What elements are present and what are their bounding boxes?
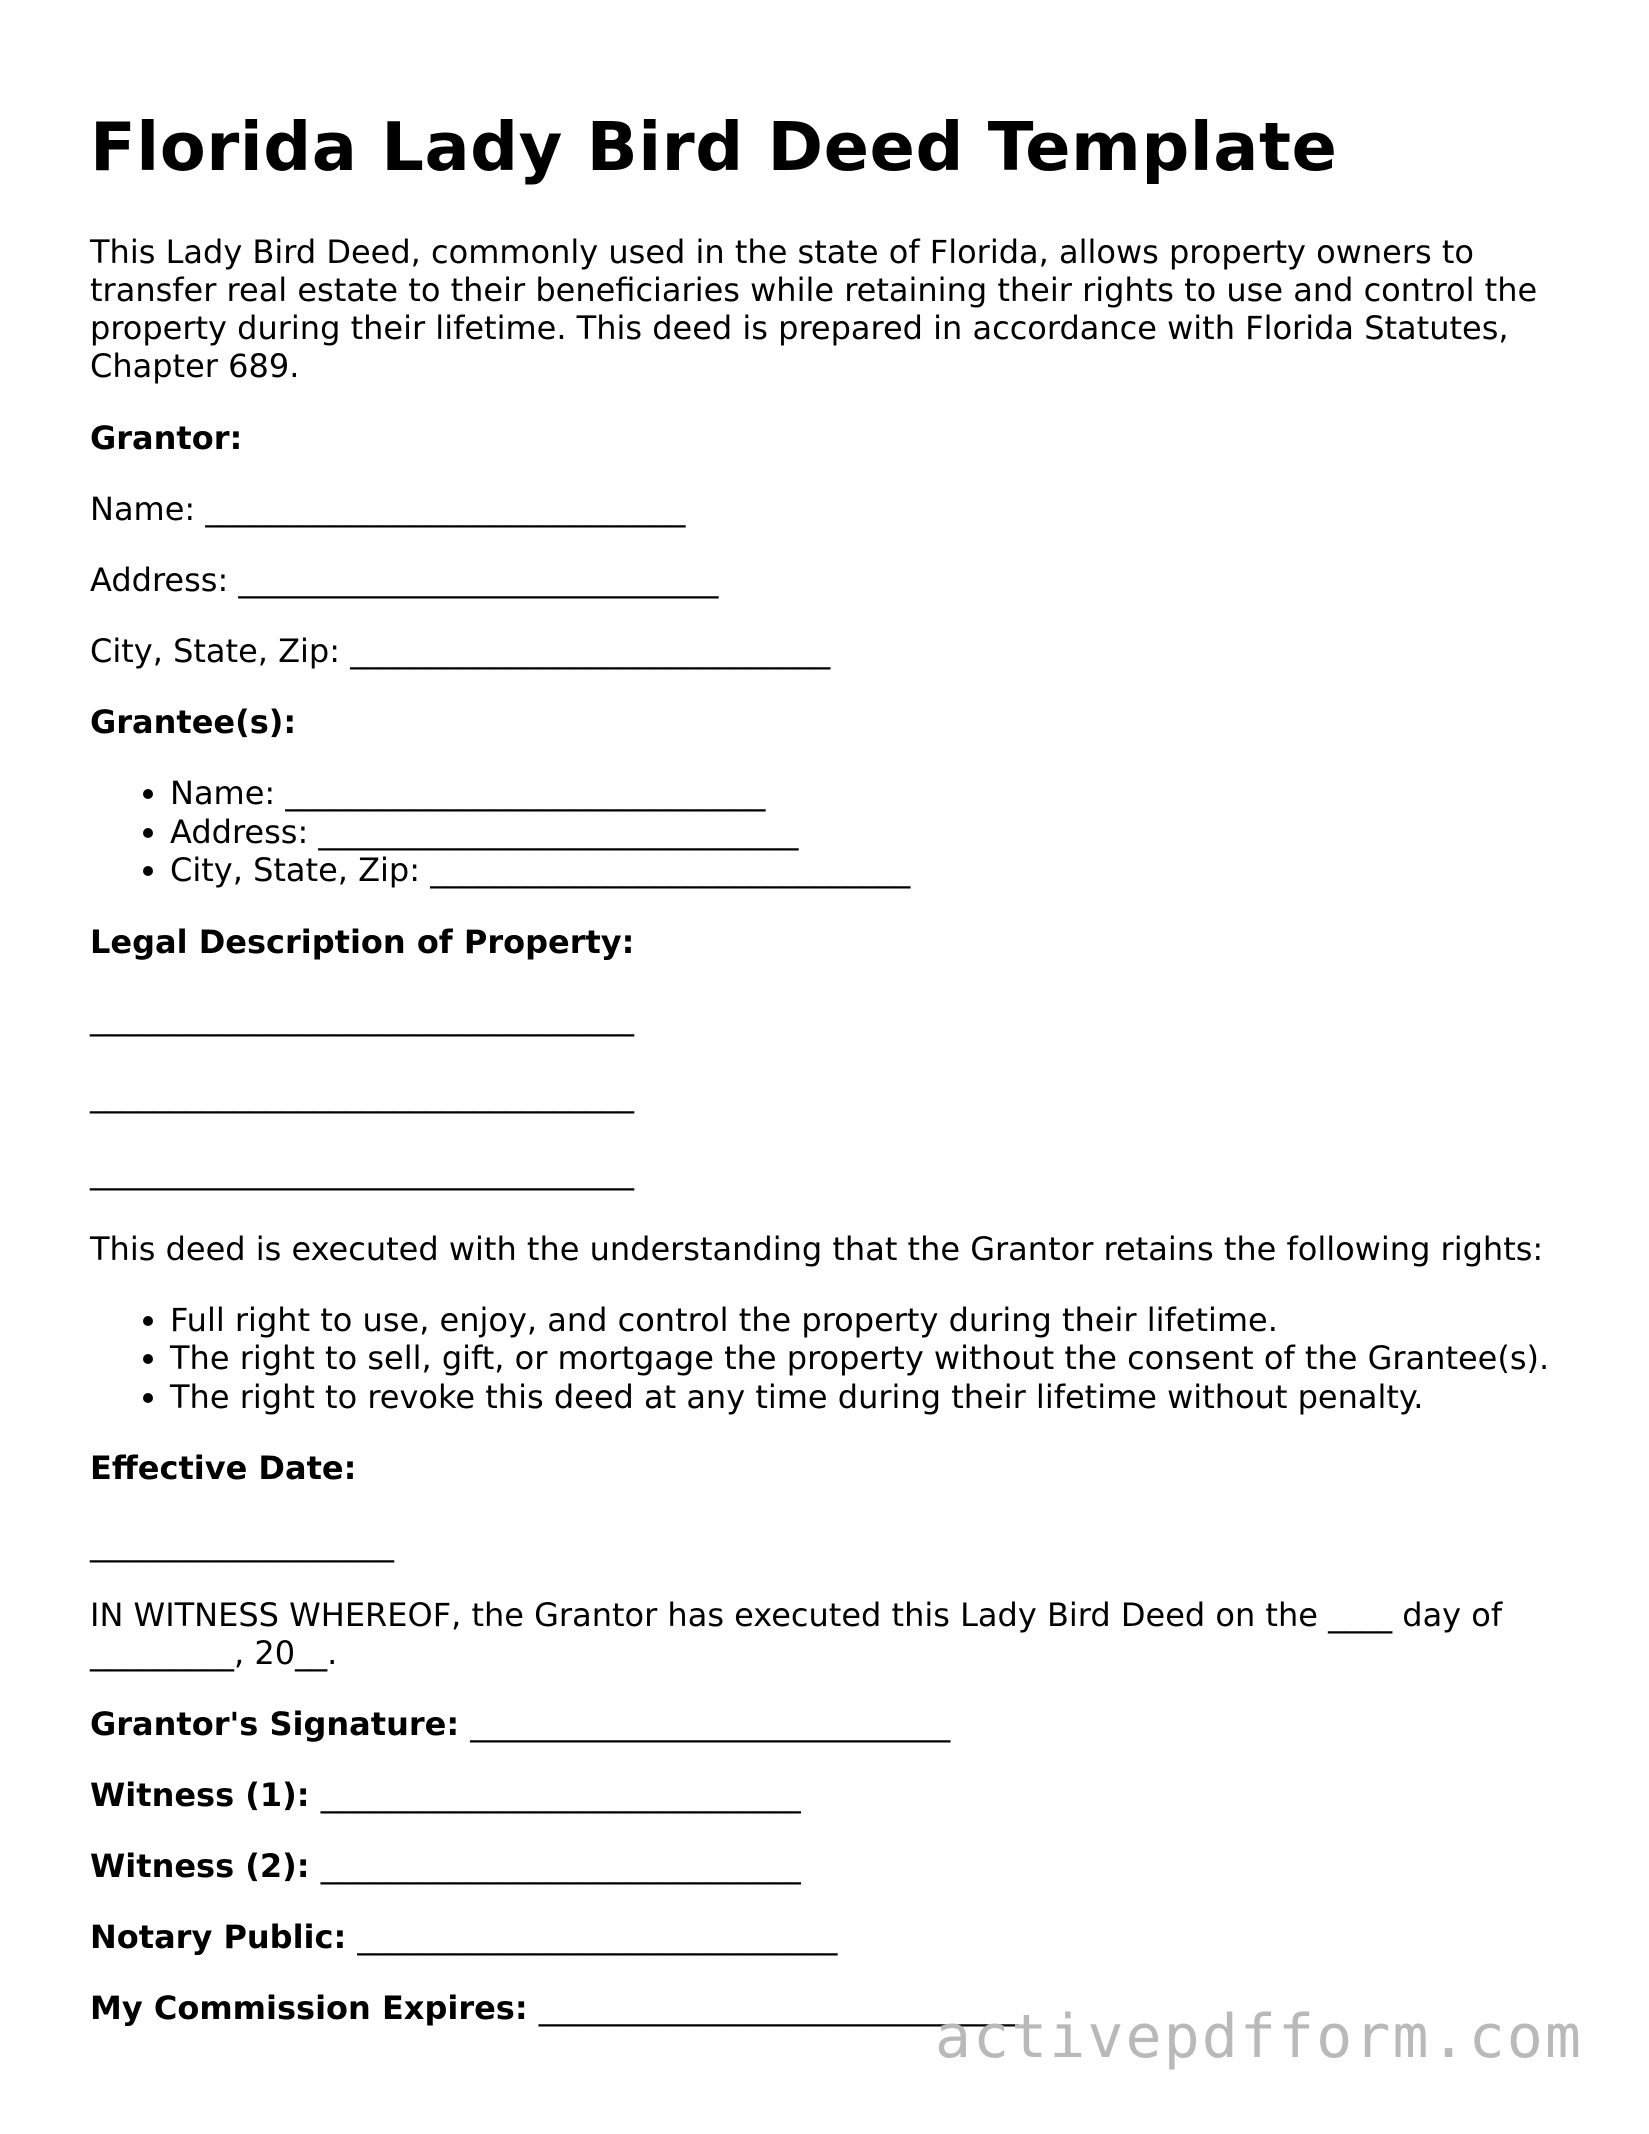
grantee-heading: Grantee(s):: [90, 703, 297, 741]
effective-date-heading: Effective Date:: [90, 1449, 357, 1487]
commission-expires-blank: ______________________________: [538, 1989, 1019, 2027]
witness-2-blank: ______________________________: [320, 1847, 801, 1885]
rights-intro: This deed is executed with the understanding that the Grantor retains the following rights:: [90, 1229, 1544, 1268]
witness-1-blank: ______________________________: [320, 1776, 801, 1814]
witness-2-label: Witness (2):: [90, 1847, 310, 1885]
rights-item: • The right to revoke this deed at any time during their lifetime without penalty.: [170, 1378, 1570, 1417]
rights-list: [90, 1301, 1570, 1417]
grantor-address-field: Address: ______________________________: [90, 561, 719, 599]
grantee-list: [90, 774, 1570, 890]
legal-description-line: __________________________________: [90, 1152, 634, 1191]
grantor-signature-line: [90, 1705, 1570, 1743]
document-page: [90, 106, 1570, 2060]
watermark: activepdfform.com: [934, 2002, 1583, 2072]
grantee-name-field: • Name: ______________________________: [170, 774, 1570, 813]
grantor-signature-blank: ______________________________: [470, 1705, 951, 1743]
page-title: Florida Lady Bird Deed Template: [90, 108, 1338, 186]
notary-public-blank: ______________________________: [357, 1918, 838, 1956]
grantee-city-state-zip-field: • City, State, Zip: ______________________________: [170, 851, 1570, 890]
witness-statement: IN WITNESS WHEREOF, the Grantor has executed this Lady Bird Deed on the ____ day of _________, 20__.: [90, 1596, 1503, 1672]
grantor-heading: Grantor:: [90, 419, 243, 457]
notary-public-line: [90, 1918, 1570, 1956]
commission-expires-label: My Commission Expires:: [90, 1989, 528, 2027]
witness-1-label: Witness (1):: [90, 1776, 310, 1814]
rights-item: • The right to sell, gift, or mortgage the property without the consent of the Grantee(s).: [170, 1339, 1570, 1378]
legal-description-line: __________________________________: [90, 998, 634, 1037]
legal-description-lines: [90, 999, 1570, 1191]
grantor-name-field: Name: ______________________________: [90, 490, 686, 528]
witness-1-line: [90, 1776, 1570, 1814]
rights-item: • Full right to use, enjoy, and control the property during their lifetime.: [170, 1301, 1570, 1340]
notary-public-label: Notary Public:: [90, 1918, 347, 1956]
grantee-address-field: • Address: ______________________________: [170, 813, 1570, 852]
grantor-city-state-zip-field: City, State, Zip: ______________________________: [90, 632, 831, 670]
legal-description-heading: Legal Description of Property:: [90, 922, 635, 961]
grantor-signature-label: Grantor's Signature:: [90, 1705, 460, 1743]
effective-date-field: ___________________: [90, 1525, 394, 1563]
intro-paragraph: This Lady Bird Deed, commonly used in the state of Florida, allows property owners to transfer real estate to their beneficiaries while retaining their rights to use and control the property during their lifetime. This deed is prepared in accordance with Florida Statutes, Chapter 689.: [90, 233, 1538, 385]
legal-description-line: __________________________________: [90, 1075, 634, 1114]
witness-2-line: [90, 1847, 1570, 1885]
